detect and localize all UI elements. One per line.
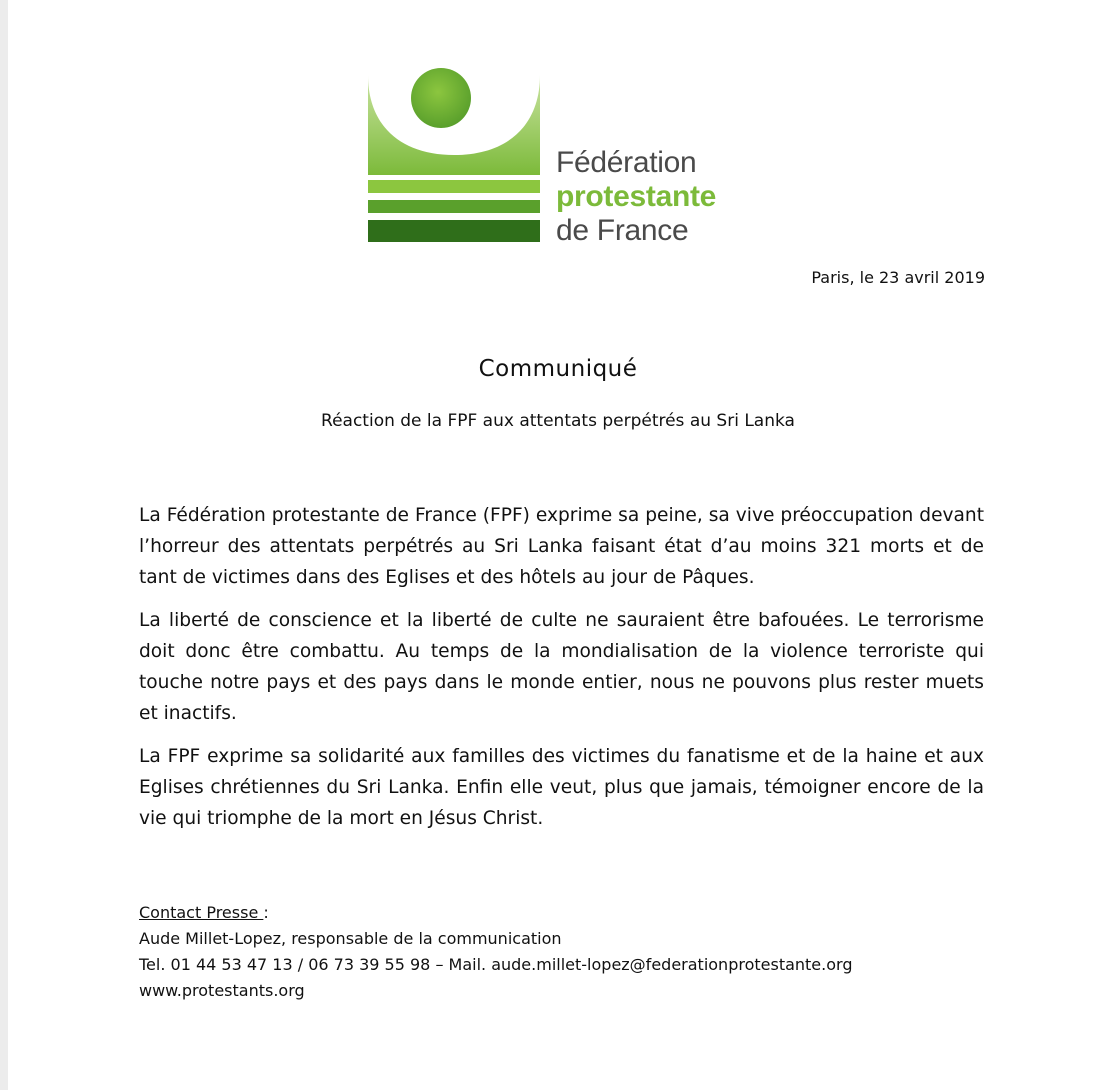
document-date: Paris, le 23 avril 2019 — [811, 268, 985, 287]
contact-label: Contact Presse — [139, 903, 264, 922]
body-paragraph-2: La liberté de conscience et la liberté de culte ne sauraient être bafouées. Le terrorisme doit donc être combattu. Au temps de la mondialisation de la violence terroriste qui touche notre pays et des pays dans le monde entier, nous ne pouvons plus rester muets et inactifs. — [139, 610, 984, 724]
logo-stripe-3 — [368, 220, 540, 242]
contact-tel-mail: Tel. 01 44 53 47 13 / 06 73 39 55 98 – Mail. aude.millet-lopez@federationprotestante.org — [139, 955, 853, 974]
logo-ball-shape — [411, 68, 471, 128]
document-heading: Communiqué — [478, 356, 638, 382]
press-contact — [139, 900, 852, 1004]
contact-colon: : — [263, 903, 269, 922]
document-body — [139, 500, 984, 846]
logo-stripe-2 — [368, 200, 540, 213]
logo-line-1: Fédération — [556, 146, 697, 179]
body-paragraph-1: La Fédération protestante de France (FPF) exprime sa peine, sa vive préoccupation devant l’horreur des attentats perpétrés au Sri Lanka faisant état d’au moins 321 morts et de tant de victimes dans des Eglises et des hôtels au jour de Pâques. — [139, 505, 984, 588]
body-paragraph-3: La FPF exprime sa solidarité aux familles des victimes du fanatisme et de la haine et aux Eglises chrétiennes du Sri Lanka. Enfin elle veut, plus que jamais, témoigner encore de la vie qui triomphe de la mort en Jésus Christ. — [139, 746, 984, 829]
page-left-edge — [0, 0, 8, 1090]
logo-stripe-1 — [368, 180, 540, 193]
logo-line-3: de France — [556, 214, 689, 247]
contact-website: www.protestants.org — [139, 981, 305, 1000]
contact-header — [139, 900, 852, 926]
document-subtitle: Réaction de la FPF aux attentats perpétrés au Sri Lanka — [321, 411, 795, 431]
logo-wordmark — [556, 146, 716, 248]
logo-line-2: protestante — [556, 180, 717, 213]
contact-name: Aude Millet-Lopez, responsable de la communication — [139, 929, 562, 948]
